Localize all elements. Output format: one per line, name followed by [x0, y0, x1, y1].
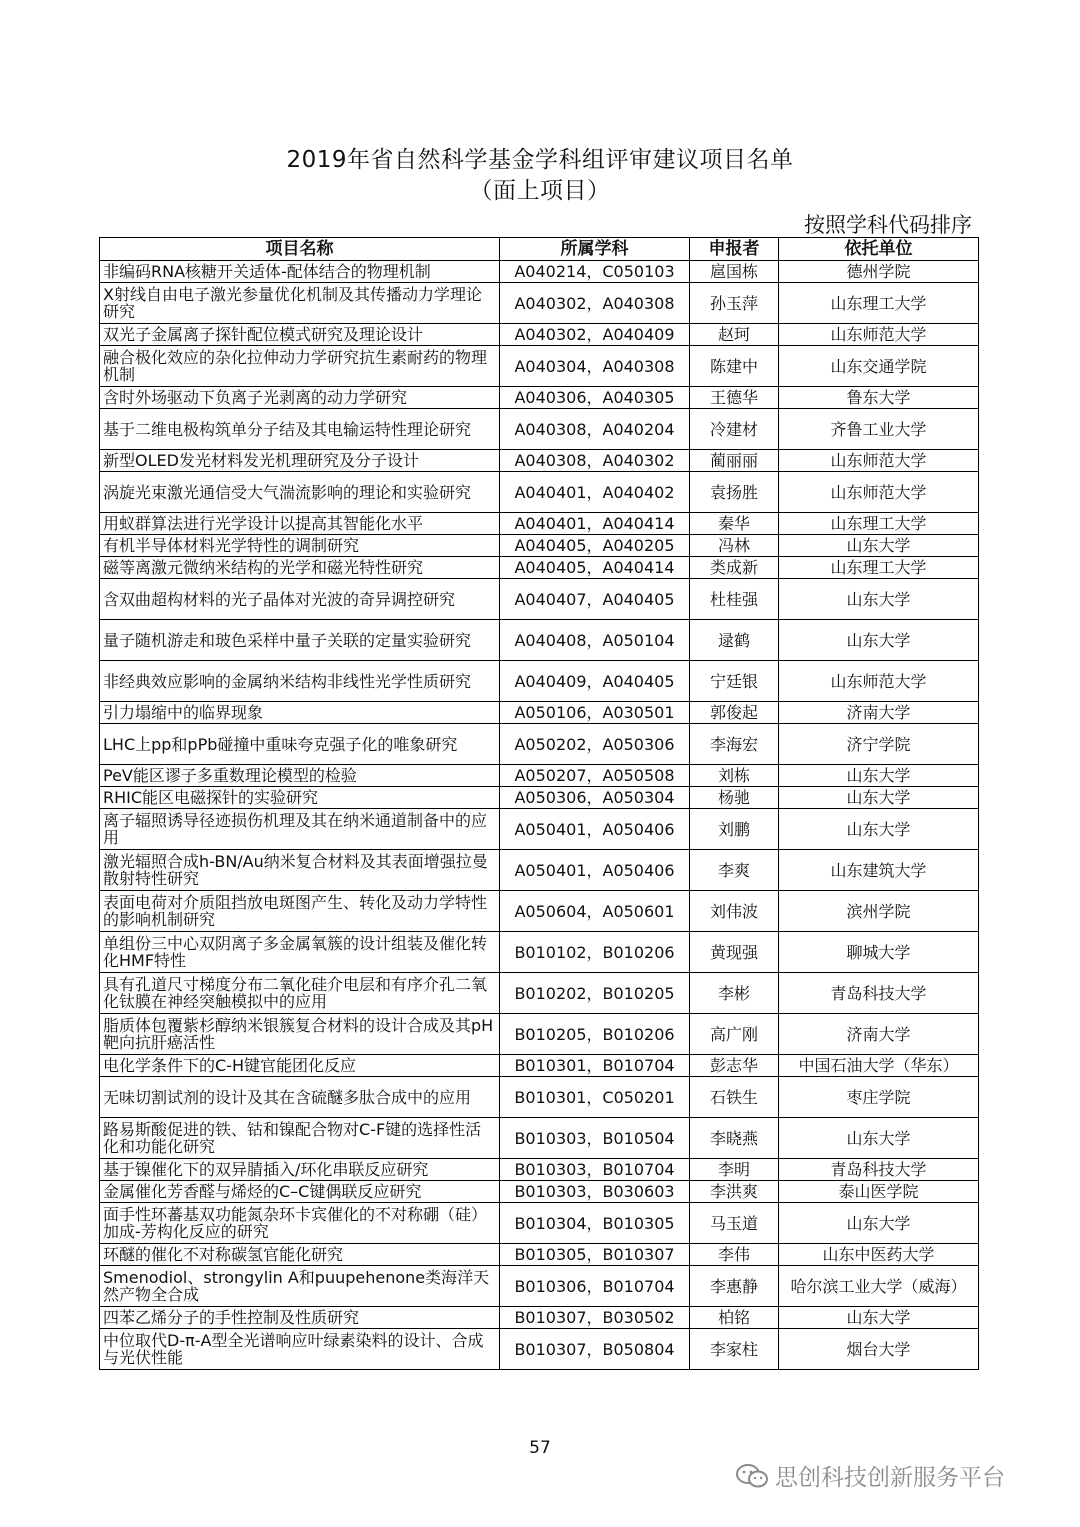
discipline-code-cell: A040408，A050104 [500, 620, 690, 661]
applicant-cell: 黄现强 [690, 932, 779, 973]
table-row [100, 283, 979, 324]
table-row [100, 1329, 979, 1370]
institution-cell: 山东师范大学 [779, 472, 979, 513]
discipline-code-cell: A040409，A040405 [500, 661, 690, 702]
table-row [100, 261, 979, 283]
project-name-cell: LHC上pp和pPb碰撞中重味夸克强子化的唯象研究 [100, 724, 500, 765]
project-name-cell: X射线自由电子激光参量优化机制及其传播动力学理论研究 [100, 283, 500, 324]
table-row [100, 1055, 979, 1077]
table-row [100, 535, 979, 557]
column-header-applicant: 申报者 [690, 238, 779, 261]
table-row [100, 387, 979, 409]
discipline-code-cell: A040405，A040205 [500, 535, 690, 557]
applicant-cell: 秦华 [690, 513, 779, 535]
table-row [100, 557, 979, 579]
project-name-cell: 磁等离激元微纳米结构的光学和磁光特性研究 [100, 557, 500, 579]
institution-cell: 山东交通学院 [779, 346, 979, 387]
institution-cell: 山东大学 [779, 1307, 979, 1329]
project-name-cell: 离子辐照诱导径迹损伤机理及其在纳米通道制备中的应用 [100, 809, 500, 850]
table-row [100, 1266, 979, 1307]
applicant-cell: 李明 [690, 1159, 779, 1181]
applicant-cell: 蔺丽丽 [690, 450, 779, 472]
project-name-cell: 融合极化效应的杂化拉伸动力学研究抗生素耐药的物理机制 [100, 346, 500, 387]
applicant-cell: 冯林 [690, 535, 779, 557]
discipline-code-cell: B010307，B030502 [500, 1307, 690, 1329]
project-name-cell: 路易斯酸促进的铁、钴和镍配合物对C-F键的选择性活化和功能化研究 [100, 1118, 500, 1159]
column-header-discipline: 所属学科 [500, 238, 690, 261]
table-row [100, 1181, 979, 1203]
project-name-cell: PeV能区谬子多重数理论模型的检验 [100, 765, 500, 787]
table-row [100, 1077, 979, 1118]
project-name-cell: 有机半导体材料光学特性的调制研究 [100, 535, 500, 557]
column-header-institution: 依托单位 [779, 238, 979, 261]
table-row [100, 765, 979, 787]
table-row [100, 472, 979, 513]
project-name-cell: 无味切割试剂的设计及其在含硫醚多肽合成中的应用 [100, 1077, 500, 1118]
applicant-cell: 刘伟波 [690, 891, 779, 932]
watermark [735, 1459, 1005, 1492]
applicant-cell: 李爽 [690, 850, 779, 891]
table-row [100, 891, 979, 932]
project-name-cell: 金属催化芳香醛与烯烃的C–C键偶联反应研究 [100, 1181, 500, 1203]
institution-cell: 烟台大学 [779, 1329, 979, 1370]
institution-cell: 山东师范大学 [779, 661, 979, 702]
discipline-code-cell: A040302，A040308 [500, 283, 690, 324]
institution-cell: 山东大学 [779, 620, 979, 661]
page-title: 2019年省自然科学基金学科组评审建议项目名单 [286, 147, 794, 173]
institution-cell: 山东理工大学 [779, 513, 979, 535]
table-row [100, 932, 979, 973]
page-number: 57 [529, 1438, 551, 1458]
table-row [100, 1244, 979, 1266]
applicant-cell: 杜桂强 [690, 579, 779, 620]
institution-cell: 山东大学 [779, 809, 979, 850]
project-name-cell: 环醚的催化不对称碳氢官能化研究 [100, 1244, 500, 1266]
project-name-cell: 面手性环蕃基双功能氮杂环卡宾催化的不对称硼（硅）加成-芳构化反应的研究 [100, 1203, 500, 1244]
discipline-code-cell: A040304，A040308 [500, 346, 690, 387]
discipline-code-cell: A050401，A050406 [500, 850, 690, 891]
discipline-code-cell: A040214，C050103 [500, 261, 690, 283]
project-name-cell: 量子随机游走和玻色采样中量子关联的定量实验研究 [100, 620, 500, 661]
institution-cell: 山东师范大学 [779, 324, 979, 346]
discipline-code-cell: B010205，B010206 [500, 1014, 690, 1055]
project-name-cell: 含时外场驱动下负离子光剥离的动力学研究 [100, 387, 500, 409]
institution-cell: 山东建筑大学 [779, 850, 979, 891]
institution-cell: 青岛科技大学 [779, 1159, 979, 1181]
table-row [100, 1118, 979, 1159]
applicant-cell: 马玉道 [690, 1203, 779, 1244]
institution-cell: 山东师范大学 [779, 450, 979, 472]
project-name-cell: 非编码RNA核糖开关适体-配体结合的物理机制 [100, 261, 500, 283]
applicant-cell: 李彬 [690, 973, 779, 1014]
applicant-cell: 李海宏 [690, 724, 779, 765]
discipline-code-cell: B010304，B010305 [500, 1203, 690, 1244]
discipline-code-cell: A050401，A050406 [500, 809, 690, 850]
applicant-cell: 李洪爽 [690, 1181, 779, 1203]
discipline-code-cell: A040401，A040414 [500, 513, 690, 535]
applicant-cell: 刘鹏 [690, 809, 779, 850]
project-name-cell: 激光辐照合成h-BN/Au纳米复合材料及其表面增强拉曼散射特性研究 [100, 850, 500, 891]
institution-cell: 德州学院 [779, 261, 979, 283]
institution-cell: 枣庄学院 [779, 1077, 979, 1118]
institution-cell: 山东中医药大学 [779, 1244, 979, 1266]
table-row [100, 1203, 979, 1244]
applicant-cell: 李晓燕 [690, 1118, 779, 1159]
discipline-code-cell: B010306，B010704 [500, 1266, 690, 1307]
column-header-name: 项目名称 [100, 238, 500, 261]
table-row [100, 702, 979, 724]
project-name-cell: 基于二维电极构筑单分子结及其电输运特性理论研究 [100, 409, 500, 450]
applicant-cell: 赵珂 [690, 324, 779, 346]
discipline-code-cell: B010307，B050804 [500, 1329, 690, 1370]
applicant-cell: 王德华 [690, 387, 779, 409]
applicant-cell: 李家柱 [690, 1329, 779, 1370]
table-row [100, 620, 979, 661]
applicant-cell: 刘栋 [690, 765, 779, 787]
applicant-cell: 李伟 [690, 1244, 779, 1266]
table-row [100, 513, 979, 535]
institution-cell: 济南大学 [779, 1014, 979, 1055]
discipline-code-cell: B010102，B010206 [500, 932, 690, 973]
project-name-cell: Smenodiol、strongylin A和puupehenone类海洋天然产物全合成 [100, 1266, 500, 1307]
table-row [100, 787, 979, 809]
project-name-cell: 表面电荷对介质阻挡放电斑图产生、转化及动力学特性的影响机制研究 [100, 891, 500, 932]
institution-cell: 山东大学 [779, 787, 979, 809]
discipline-code-cell: A040401，A040402 [500, 472, 690, 513]
applicant-cell: 李惠静 [690, 1266, 779, 1307]
page-subtitle: （面上项目） [469, 178, 611, 204]
table-row [100, 579, 979, 620]
sort-note: 按照学科代码排序 [804, 213, 972, 237]
project-name-cell: 非经典效应影响的金属纳米结构非线性光学性质研究 [100, 661, 500, 702]
institution-cell: 济宁学院 [779, 724, 979, 765]
institution-cell: 山东大学 [779, 765, 979, 787]
institution-cell: 山东大学 [779, 1203, 979, 1244]
institution-cell: 鲁东大学 [779, 387, 979, 409]
applicant-cell: 彭志华 [690, 1055, 779, 1077]
institution-cell: 滨州学院 [779, 891, 979, 932]
wechat-icon [735, 1463, 769, 1489]
discipline-code-cell: B010301，C050201 [500, 1077, 690, 1118]
discipline-code-cell: A040308，A040204 [500, 409, 690, 450]
discipline-code-cell: A050207，A050508 [500, 765, 690, 787]
table-row [100, 1159, 979, 1181]
applicant-cell: 杨驰 [690, 787, 779, 809]
institution-cell: 哈尔滨工业大学（威海） [779, 1266, 979, 1307]
table-row [100, 661, 979, 702]
project-name-cell: 新型OLED发光材料发光机理研究及分子设计 [100, 450, 500, 472]
projects-table [99, 237, 979, 1370]
discipline-code-cell: A050106，A030501 [500, 702, 690, 724]
discipline-code-cell: A050306，A050304 [500, 787, 690, 809]
applicant-cell: 孙玉萍 [690, 283, 779, 324]
institution-cell: 山东大学 [779, 579, 979, 620]
project-name-cell: 引力塌缩中的临界现象 [100, 702, 500, 724]
table-row [100, 1307, 979, 1329]
table-row [100, 724, 979, 765]
project-name-cell: 中位取代D-π-A型全光谱响应叶绿素染料的设计、合成与光伏性能 [100, 1329, 500, 1370]
table-row [100, 809, 979, 850]
table-row [100, 324, 979, 346]
discipline-code-cell: B010303，B010504 [500, 1118, 690, 1159]
institution-cell: 中国石油大学（华东） [779, 1055, 979, 1077]
project-name-cell: 基于镍催化下的双异腈插入/环化串联反应研究 [100, 1159, 500, 1181]
discipline-code-cell: A050202，A050306 [500, 724, 690, 765]
applicant-cell: 袁扬胜 [690, 472, 779, 513]
project-name-cell: 电化学条件下的C-H键官能团化反应 [100, 1055, 500, 1077]
discipline-code-cell: B010303，B030603 [500, 1181, 690, 1203]
project-name-cell: 单组份三中心双阴离子多金属氧簇的设计组装及催化转化HMF特性 [100, 932, 500, 973]
applicant-cell: 类成新 [690, 557, 779, 579]
table-row [100, 850, 979, 891]
discipline-code-cell: B010305，B010307 [500, 1244, 690, 1266]
project-name-cell: 双光子金属离子探针配位模式研究及理论设计 [100, 324, 500, 346]
table-header-row [100, 238, 979, 261]
project-name-cell: RHIC能区电磁探针的实验研究 [100, 787, 500, 809]
applicant-cell: 郭俊起 [690, 702, 779, 724]
project-name-cell: 用蚁群算法进行光学设计以提高其智能化水平 [100, 513, 500, 535]
discipline-code-cell: B010202，B010205 [500, 973, 690, 1014]
table-row [100, 973, 979, 1014]
discipline-code-cell: B010301，B010704 [500, 1055, 690, 1077]
institution-cell: 山东大学 [779, 535, 979, 557]
discipline-code-cell: B010303，B010704 [500, 1159, 690, 1181]
project-name-cell: 四苯乙烯分子的手性控制及性质研究 [100, 1307, 500, 1329]
applicant-cell: 冷建材 [690, 409, 779, 450]
project-name-cell: 含双曲超构材料的光子晶体对光波的奇异调控研究 [100, 579, 500, 620]
project-name-cell: 脂质体包覆紫杉醇纳米银簇复合材料的设计合成及其pH靶向抗肝癌活性 [100, 1014, 500, 1055]
institution-cell: 青岛科技大学 [779, 973, 979, 1014]
table-row [100, 1014, 979, 1055]
table-row [100, 409, 979, 450]
table-row [100, 450, 979, 472]
discipline-code-cell: A040405，A040414 [500, 557, 690, 579]
applicant-cell: 石铁生 [690, 1077, 779, 1118]
project-name-cell: 涡旋光束激光通信受大气湍流影响的理论和实验研究 [100, 472, 500, 513]
applicant-cell: 高广刚 [690, 1014, 779, 1055]
applicant-cell: 逯鹤 [690, 620, 779, 661]
discipline-code-cell: A040302，A040409 [500, 324, 690, 346]
institution-cell: 济南大学 [779, 702, 979, 724]
discipline-code-cell: A050604，A050601 [500, 891, 690, 932]
project-name-cell: 具有孔道尺寸梯度分布二氧化硅介电层和有序介孔二氧化钛膜在神经突触模拟中的应用 [100, 973, 500, 1014]
applicant-cell: 陈建中 [690, 346, 779, 387]
institution-cell: 山东理工大学 [779, 557, 979, 579]
watermark-text: 思创科技创新服务平台 [775, 1465, 1005, 1491]
table-row [100, 346, 979, 387]
institution-cell: 泰山医学院 [779, 1181, 979, 1203]
institution-cell: 山东大学 [779, 1118, 979, 1159]
discipline-code-cell: A040407，A040405 [500, 579, 690, 620]
applicant-cell: 宁廷银 [690, 661, 779, 702]
institution-cell: 聊城大学 [779, 932, 979, 973]
applicant-cell: 柏铭 [690, 1307, 779, 1329]
institution-cell: 山东理工大学 [779, 283, 979, 324]
institution-cell: 齐鲁工业大学 [779, 409, 979, 450]
discipline-code-cell: A040308，A040302 [500, 450, 690, 472]
applicant-cell: 扈国栋 [690, 261, 779, 283]
discipline-code-cell: A040306，A040305 [500, 387, 690, 409]
